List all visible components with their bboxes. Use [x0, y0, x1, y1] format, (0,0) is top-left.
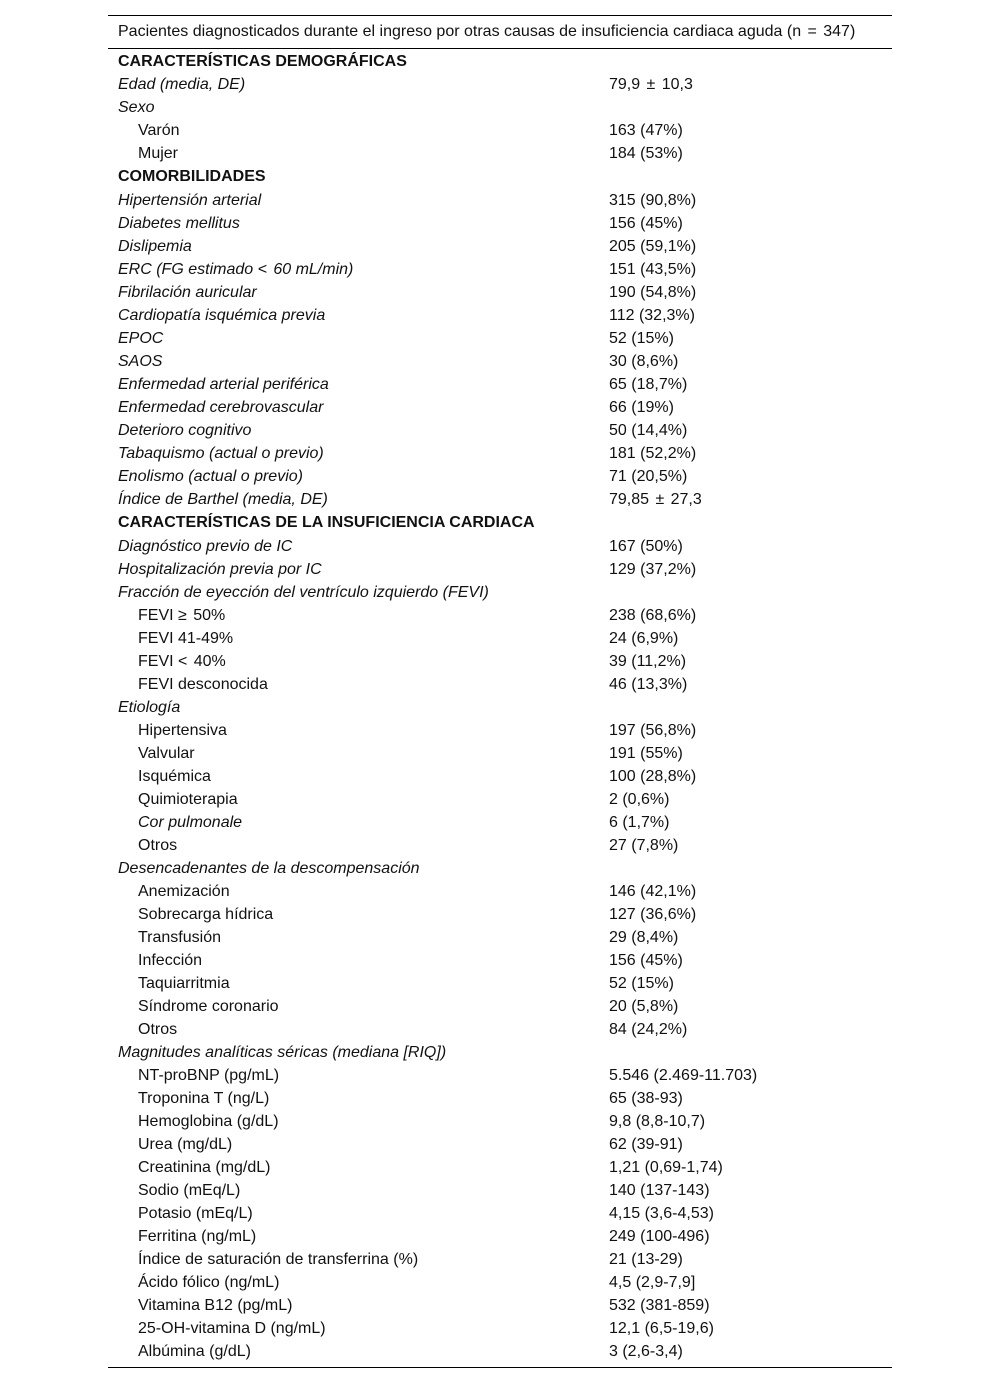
data-table — [108, 15, 892, 1368]
table-row — [108, 673, 892, 696]
table-row — [108, 73, 892, 96]
table-row — [108, 419, 892, 442]
row-label: FEVI 41-49% — [138, 629, 234, 647]
row-label: Diabetes mellitus — [118, 214, 240, 232]
table-row — [108, 788, 892, 811]
table-row — [108, 373, 892, 396]
table-row — [108, 442, 892, 465]
row-value: 20 (5,8%) — [609, 997, 679, 1015]
table-row — [108, 719, 892, 742]
row-label: Isquémica — [138, 767, 211, 785]
row-label: Cardiopatía isquémica previa — [118, 306, 326, 324]
section-heading-row — [108, 50, 892, 73]
row-label: Desencadenantes de la descompensación — [118, 859, 420, 877]
table-row — [108, 1110, 892, 1133]
row-label: Sodio (mEq/L) — [138, 1181, 241, 1199]
table-row — [108, 1340, 892, 1363]
row-value: 4,5 (2,9-7,9] — [609, 1273, 696, 1291]
table-row — [108, 327, 892, 350]
row-value: 39 (11,2%) — [609, 652, 687, 670]
table-row — [108, 304, 892, 327]
table-row — [108, 880, 892, 903]
row-label: Troponina T (ng/L) — [138, 1089, 270, 1107]
row-label: Sobrecarga hídrica — [138, 905, 274, 923]
table-row — [108, 1248, 892, 1271]
row-value: 50 (14,4%) — [609, 421, 688, 439]
row-value: 52 (15%) — [609, 329, 674, 347]
row-label: Magnitudes analíticas séricas (mediana [RIQ]) — [118, 1043, 447, 1061]
table-row — [108, 350, 892, 373]
table-row — [108, 258, 892, 281]
table-row — [108, 1018, 892, 1041]
row-value: 3 (2,6-3,4) — [609, 1342, 683, 1360]
table-row — [108, 811, 892, 834]
table-row — [108, 604, 892, 627]
table-row — [108, 1133, 892, 1156]
table-row — [108, 949, 892, 972]
table-row — [108, 926, 892, 949]
table-row — [108, 1202, 892, 1225]
row-value: 140 (137-143) — [609, 1181, 710, 1199]
row-value: 167 (50%) — [609, 537, 683, 555]
table-row — [108, 235, 892, 258]
row-label: CARACTERÍSTICAS DEMOGRÁFICAS — [118, 52, 407, 70]
table-row — [108, 488, 892, 511]
row-value: 151 (43,5%) — [609, 260, 697, 278]
table-row — [108, 1179, 892, 1202]
row-label: Albúmina (g/dL) — [138, 1342, 251, 1360]
table-row — [108, 281, 892, 304]
table-row — [108, 742, 892, 765]
table-row — [108, 1294, 892, 1317]
row-label: Ácido fólico (ng/mL) — [138, 1273, 280, 1291]
row-label: Valvular — [138, 744, 195, 762]
section-heading-row — [108, 165, 892, 189]
row-value: 184 (53%) — [609, 144, 683, 162]
row-value: 46 (13,3%) — [609, 675, 688, 693]
table-row — [108, 995, 892, 1018]
table-header: Pacientes diagnosticados durante el ingreso por otras causas de insuficiencia cardiaca aguda (n = 347) — [118, 23, 856, 40]
row-value: 6 (1,7%) — [609, 813, 670, 831]
table-row — [108, 1064, 892, 1087]
table-row — [108, 903, 892, 926]
table-row — [108, 1317, 892, 1340]
table-row — [108, 96, 892, 119]
row-label: Diagnóstico previo de IC — [118, 537, 293, 555]
row-label: Quimioterapia — [138, 790, 238, 808]
row-label: Anemización — [138, 882, 230, 900]
table-row — [108, 465, 892, 488]
row-label: Índice de saturación de transferrina (%) — [138, 1250, 419, 1268]
table-row — [108, 581, 892, 604]
row-value: 27 (7,8%) — [609, 836, 679, 854]
row-label: Otros — [138, 836, 178, 854]
row-label: Potasio (mEq/L) — [138, 1204, 253, 1222]
row-value: 146 (42,1%) — [609, 882, 697, 900]
table-row — [108, 1041, 892, 1064]
row-label: Infección — [138, 951, 203, 969]
row-label: Mujer — [138, 144, 179, 162]
row-label: CARACTERÍSTICAS DE LA INSUFICIENCIA CARDIACA — [118, 514, 535, 531]
row-label: Enfermedad arterial periférica — [118, 375, 329, 393]
row-label: Otros — [138, 1020, 178, 1038]
row-value: 100 (28,8%) — [609, 767, 697, 785]
row-label: Etiología — [118, 698, 181, 716]
row-label: Urea (mg/dL) — [138, 1135, 233, 1153]
row-value: 156 (45%) — [609, 214, 683, 232]
row-value: 24 (6,9%) — [609, 629, 679, 647]
table-row — [108, 119, 892, 142]
table-row — [108, 212, 892, 235]
row-value: 197 (56,8%) — [609, 721, 697, 739]
row-value: 52 (15%) — [609, 974, 674, 992]
row-value: 5.546 (2.469-11.703) — [609, 1066, 758, 1084]
row-value: 62 (39-91) — [609, 1135, 683, 1153]
row-label: Transfusión — [138, 928, 221, 946]
row-value: 9,8 (8,8-10,7) — [609, 1112, 706, 1130]
row-label: Enolismo (actual o previo) — [118, 467, 303, 485]
row-value: 127 (36,6%) — [609, 905, 697, 923]
row-label: Cor pulmonale — [138, 813, 243, 831]
row-value: 65 (38-93) — [609, 1089, 683, 1107]
row-label: Hospitalización previa por IC — [118, 560, 322, 578]
row-value: 12,1 (6,5-19,6) — [609, 1319, 714, 1337]
row-label: Vitamina B12 (pg/mL) — [138, 1296, 293, 1314]
row-value: 532 (381-859) — [609, 1296, 710, 1314]
table-row — [108, 765, 892, 788]
section-heading-row — [108, 511, 892, 535]
table-row — [108, 1225, 892, 1248]
row-label: Sexo — [118, 98, 155, 116]
table-row — [108, 535, 892, 558]
table-row — [108, 142, 892, 165]
row-label: NT-proBNP (pg/mL) — [138, 1066, 280, 1084]
row-label: Fracción de eyección del ventrículo izquierdo (FEVI) — [118, 583, 489, 601]
table-row — [108, 396, 892, 419]
row-value: 156 (45%) — [609, 951, 683, 969]
row-value: 190 (54,8%) — [609, 283, 697, 301]
row-label: SAOS — [118, 352, 163, 370]
row-value: 79,9 ± 10,3 — [609, 75, 693, 93]
table-row — [108, 1087, 892, 1110]
row-value: 315 (90,8%) — [609, 191, 697, 209]
table-row — [108, 1271, 892, 1294]
row-label: Ferritina (ng/mL) — [138, 1227, 257, 1245]
table-row — [108, 558, 892, 581]
bottom-rule — [108, 1367, 892, 1368]
row-label: FEVI < 40% — [138, 652, 226, 670]
table-row — [108, 650, 892, 673]
row-value: 71 (20,5%) — [609, 467, 688, 485]
row-label: Hipertensiva — [138, 721, 227, 739]
row-label: Tabaquismo (actual o previo) — [118, 444, 324, 462]
row-label: Fibrilación auricular — [118, 283, 257, 301]
row-value: 66 (19%) — [609, 398, 674, 416]
row-value: 191 (55%) — [609, 744, 683, 762]
table-row — [108, 189, 892, 212]
row-value: 84 (24,2%) — [609, 1020, 688, 1038]
row-value: 129 (37,2%) — [609, 560, 697, 578]
row-label: Hemoglobina (g/dL) — [138, 1112, 279, 1130]
row-label: COMORBILIDADES — [118, 168, 266, 185]
row-value: 205 (59,1%) — [609, 237, 697, 255]
table-body — [108, 49, 892, 1363]
row-value: 181 (52,2%) — [609, 444, 697, 462]
row-label: EPOC — [118, 329, 164, 347]
row-label: Edad (media, DE) — [118, 75, 246, 93]
row-label: ERC (FG estimado < 60 mL/min) — [118, 260, 354, 278]
row-label: Enfermedad cerebrovascular — [118, 398, 324, 416]
row-label: Hipertensión arterial — [118, 191, 262, 209]
row-value: 21 (13-29) — [609, 1250, 683, 1268]
table-row — [108, 1156, 892, 1179]
row-label: Deterioro cognitivo — [118, 421, 252, 439]
row-value: 1,21 (0,69-1,74) — [609, 1158, 723, 1176]
row-value: 112 (32,3%) — [609, 306, 695, 324]
row-label: Índice de Barthel (media, DE) — [118, 490, 328, 508]
row-label: FEVI desconocida — [138, 675, 268, 693]
row-label: Taquiarritmia — [138, 974, 230, 992]
row-label: 25-OH-vitamina D (ng/mL) — [138, 1319, 326, 1337]
row-value: 30 (8,6%) — [609, 352, 679, 370]
row-value: 249 (100-496) — [609, 1227, 710, 1245]
row-label: Varón — [138, 121, 180, 139]
row-value: 2 (0,6%) — [609, 790, 670, 808]
row-label: Dislipemia — [118, 237, 192, 255]
row-value: 4,15 (3,6-4,53) — [609, 1204, 714, 1222]
row-label: Síndrome coronario — [138, 997, 279, 1015]
row-value: 65 (18,7%) — [609, 375, 688, 393]
row-value: 79,85 ± 27,3 — [609, 490, 702, 508]
row-value: 163 (47%) — [609, 121, 683, 139]
row-label: FEVI ≥ 50% — [138, 606, 226, 624]
table-row — [108, 972, 892, 995]
row-value: 29 (8,4%) — [609, 928, 679, 946]
table-row — [108, 857, 892, 880]
row-value: 238 (68,6%) — [609, 606, 697, 624]
table-row — [108, 627, 892, 650]
table-row — [108, 696, 892, 719]
row-label: Creatinina (mg/dL) — [138, 1158, 271, 1176]
table-row — [108, 834, 892, 857]
